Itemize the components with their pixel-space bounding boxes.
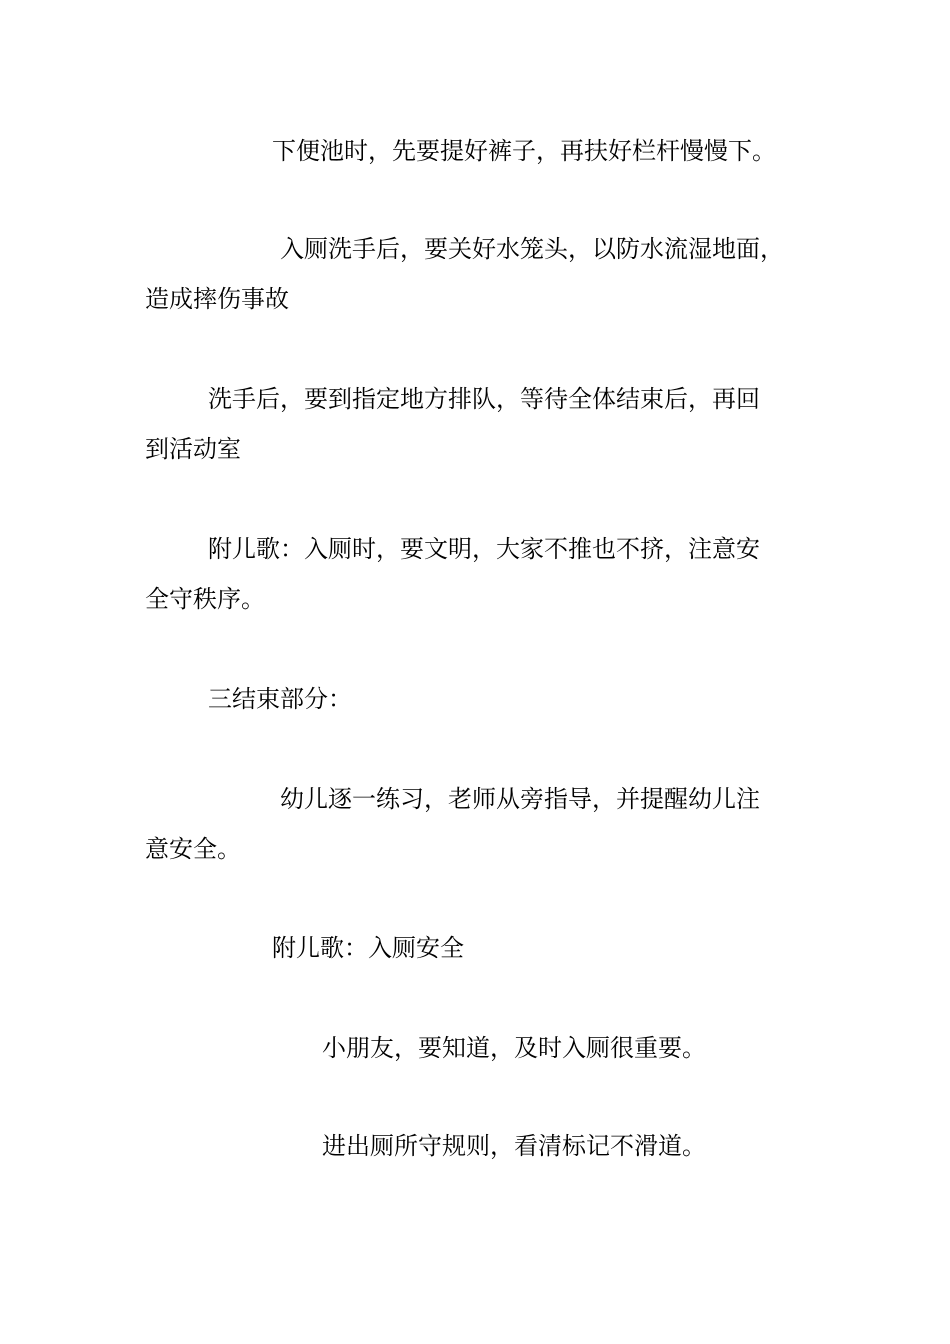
paragraph-practice-line-1: 幼儿逐一练习，老师从旁指导，并提醒幼儿注: [280, 785, 760, 813]
paragraph-song-line-2: 全守秩序。: [145, 585, 265, 613]
paragraph-toilet-line-1: 下便池时，先要提好裤子，再扶好栏杆慢慢下。: [272, 137, 776, 165]
section-heading-ending: 三结束部分：: [208, 685, 352, 713]
paragraph-handwash-line-2: 造成摔伤事故: [145, 285, 289, 313]
paragraph-queue-line-1: 洗手后，要到指定地方排队，等待全体结束后，再回: [208, 385, 760, 413]
paragraph-song-line-1: 附儿歌：入厕时，要文明，大家不推也不挤，注意安: [208, 535, 760, 563]
paragraph-queue-line-2: 到活动室: [145, 435, 241, 463]
song-verse-1: 小朋友，要知道，及时入厕很重要。: [322, 1034, 706, 1062]
paragraph-handwash-line-1: 入厕洗手后，要关好水笼头，以防水流湿地面，: [280, 235, 784, 263]
song-title: 附儿歌：入厕安全: [272, 934, 464, 962]
song-verse-2: 进出厕所守规则，看清标记不滑道。: [322, 1132, 706, 1160]
paragraph-practice-line-2: 意安全。: [145, 835, 241, 863]
